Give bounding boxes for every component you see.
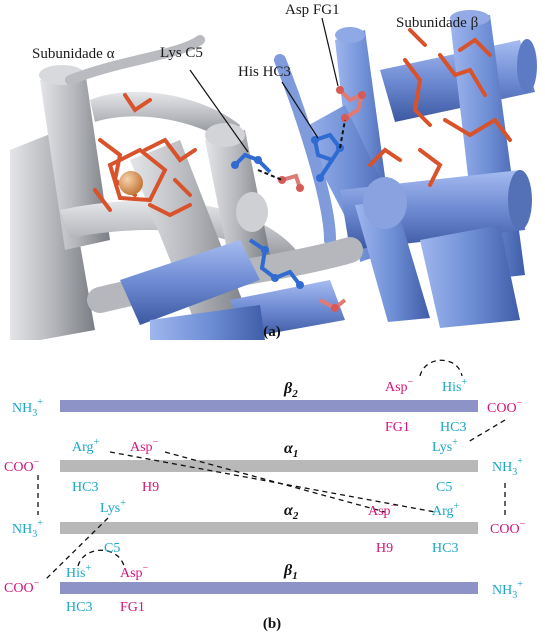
alpha1-lys-position: C5 — [436, 480, 453, 495]
beta2-asp-position: FG1 — [385, 420, 410, 435]
beta2-chain-label: $\beta_2$ — [284, 380, 298, 400]
atom — [271, 274, 279, 282]
atom — [358, 91, 366, 99]
alpha2-chain-label: $\alpha_2$ — [284, 502, 299, 522]
beta1-coo-label: COO− — [4, 578, 40, 596]
alpha1-arg-position: HC3 — [72, 480, 99, 495]
leader-line — [322, 18, 338, 86]
atom — [336, 86, 344, 94]
atom — [296, 281, 304, 289]
beta2-his-position: HC3 — [440, 420, 467, 435]
schematic-svg — [0, 345, 545, 637]
alpha1-arg-label: Arg+ — [72, 437, 100, 455]
his-hc3-label: His HC3 — [238, 64, 291, 80]
alpha2-chain-bar — [60, 522, 478, 534]
atom — [278, 176, 286, 184]
beta1-chain-label: $\beta_1$ — [284, 562, 298, 582]
alpha2-asp-label: Asp− — [368, 501, 397, 519]
alpha1-coo-label: COO− — [4, 457, 40, 475]
beta1-nh3-label: $NH_3^+$ — [492, 579, 523, 601]
subunit-beta-label: Subunidade β — [396, 15, 479, 31]
atom — [331, 304, 339, 312]
alpha2-arg-position: HC3 — [432, 541, 459, 556]
beta2-chain-bar — [60, 400, 478, 412]
beta2-alpha1-bridge — [468, 420, 505, 442]
beta2-asp-label: Asp− — [385, 377, 414, 395]
alpha1-asp-label: Asp− — [130, 437, 159, 455]
beta1-asp-position: FG1 — [120, 600, 145, 615]
atom — [296, 184, 304, 192]
atom — [261, 246, 269, 254]
beta2-nh3-label: $NH_3^+$ — [12, 397, 43, 419]
alpha2-asp-position: H9 — [376, 541, 394, 556]
salt-bridge-schematic — [0, 345, 545, 637]
alpha2-arg-label: Arg+ — [432, 501, 460, 519]
panel-a-caption: (a) — [263, 324, 281, 340]
panel-b-caption: (b) — [262, 616, 282, 632]
atom — [254, 156, 262, 164]
alpha2-coo-label: COO− — [490, 519, 526, 537]
beta1-chain-bar — [60, 582, 478, 594]
beta1-his-label: His+ — [66, 563, 92, 581]
beta-subunit-helices — [280, 10, 537, 328]
alpha2-lys-label: Lys+ — [100, 498, 126, 516]
lys-c5-label: Lys C5 — [160, 45, 203, 61]
subunit-alpha-label: Subunidade α — [32, 46, 115, 62]
beta1-asp-label: Asp− — [120, 563, 149, 581]
beta1-his-position: HC3 — [66, 600, 93, 615]
alpha1-chain-bar — [60, 460, 478, 472]
alpha1-asp-position: H9 — [142, 480, 160, 495]
alpha1-chain-label: $\alpha_1$ — [284, 440, 299, 460]
alpha1-lys-label: Lys+ — [432, 437, 458, 455]
iron-atom — [119, 171, 143, 195]
atom — [341, 114, 349, 122]
atom — [231, 161, 239, 169]
atom — [316, 174, 324, 182]
beta2-his-label: His+ — [442, 377, 468, 395]
alpha2-lys-position: C5 — [104, 541, 121, 556]
beta2-coo-label: COO− — [487, 398, 523, 416]
alpha1-nh3-label: $NH_3^+$ — [492, 456, 523, 478]
beta2-intra-bridge — [420, 360, 462, 376]
asp-fg1-label: Asp FG1 — [285, 2, 340, 18]
alpha2-nh3-label: $NH_3^+$ — [12, 518, 43, 540]
